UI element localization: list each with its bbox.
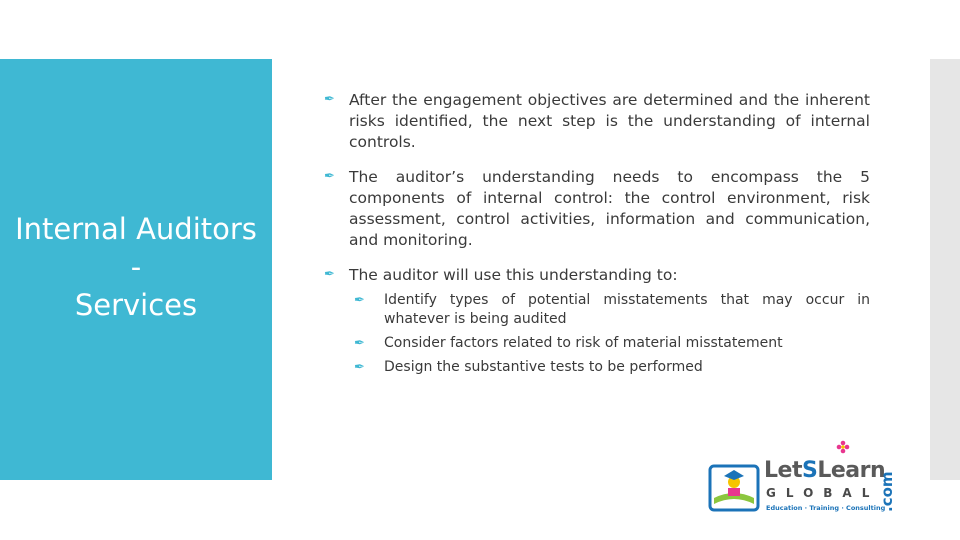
bullet-text: After the engagement objectives are determined and the inherent risks identified, the next step is the understanding of internal controls. [349,91,870,151]
scroll-icon: ✒ [324,92,335,107]
bullet-text: The auditor will use this understanding to: [349,266,678,284]
scroll-icon: ✒ [354,293,365,308]
scroll-icon: ✒ [324,267,335,282]
sub-bullet-text: Identify types of potential misstatements that may occur in whatever is being audited [384,292,870,327]
title-line-3: Services [74,288,198,322]
bullet-item [324,90,870,153]
logo-tagline: Education · Training · Consulting [766,504,886,512]
logo-learn: Learn [817,458,886,483]
logo-lets: Let [764,458,802,483]
sub-bullet-list [354,291,870,377]
sub-bullet-text: Consider factors related to risk of material misstatement [384,335,783,351]
slide-title [0,210,272,324]
flower-icon [836,440,850,454]
logo-global: GLOBAL [766,486,880,500]
content-area [324,90,870,382]
logo-wordmark [764,458,885,483]
sub-bullet-item [354,334,870,353]
logo-s: S [801,458,818,483]
sub-bullet-text: Design the substantive tests to be performed [384,359,703,375]
sub-bullet-item [354,291,870,329]
scroll-icon: ✒ [354,360,365,375]
scroll-icon: ✒ [324,169,335,184]
graduate-book-icon [706,458,762,514]
scroll-icon: ✒ [354,336,365,351]
title-line-2: - [130,250,142,284]
sub-bullet-item [354,358,870,377]
right-strip [930,59,960,480]
bullet-text: The auditor’s understanding needs to encompass the 5 components of internal control: the control environment, risk assessment, control activities, information and communication, and monitoring. [349,168,870,249]
logo-com: .com [878,471,896,512]
letslearn-logo [706,440,906,520]
bullet-item [324,167,870,251]
title-line-1: Internal Auditors [15,212,257,246]
bullet-item [324,265,870,286]
